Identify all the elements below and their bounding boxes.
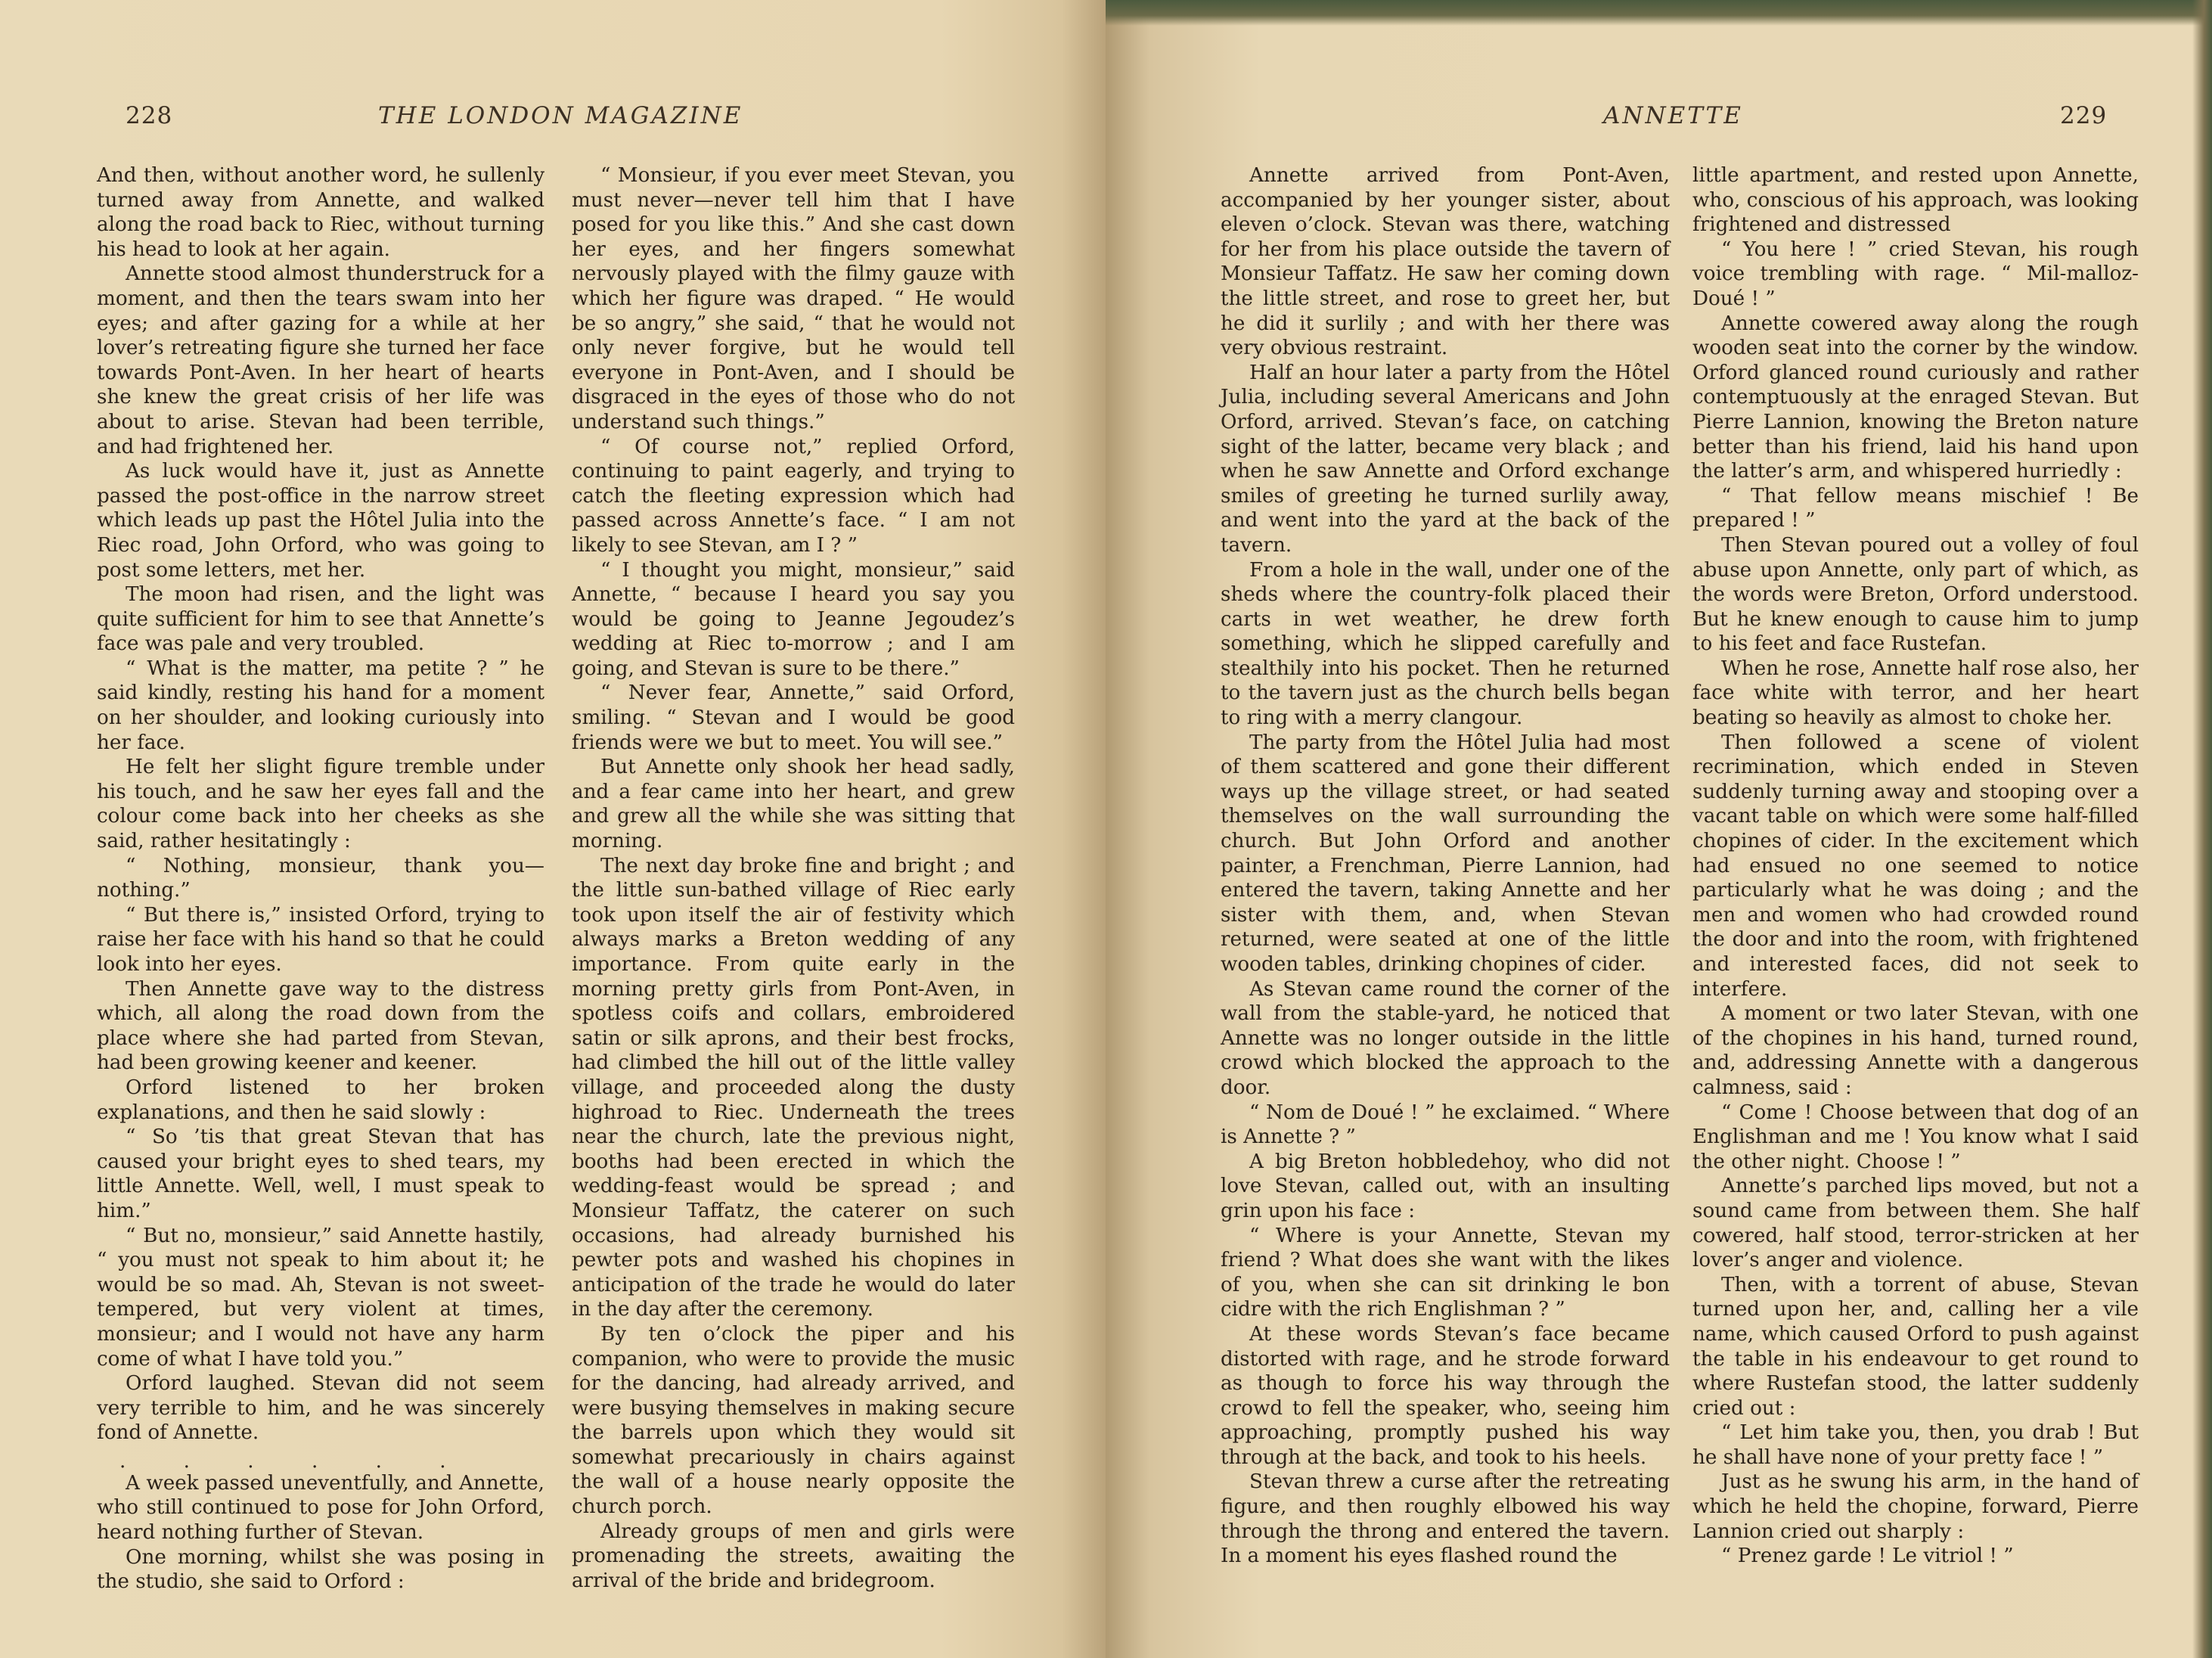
running-title-left: THE LONDON MAGAZINE (378, 102, 743, 129)
paragraph: Half an hour later a party from the Hôtel Julia, including several Americans and John Orford, arrived. Stevan’s face, on catching sight of the latter, became very black ; and when he saw Annette and Orford exchange smiles of greeting he turned surlily away, and went into the yard at the back of the tavern. (1221, 361, 1670, 557)
paragraph: At these words Stevan’s face became distorted with rage, and he strode forward as though to force his way through the crowd to fell the speaker, who, seeing him approaching, promptly pushed his way through at the back, and took to his heels. (1221, 1322, 1670, 1469)
paragraph: Then Stevan poured out a volley of foul abuse upon Annette, only part of which, as the words were Breton, Orford understood. But he knew enough to cause him to jump to his feet and face Rustefan. (1692, 533, 2139, 656)
paragraph: The party from the Hôtel Julia had most of them scattered and gone their different ways up the village street, or had seated themselves on the wall surrounding the church. But John Orford and another painter, a Frenchman, Pierre Lannion, had entered the tavern, taking Annette and her sister with them, and, when Stevan returned, were seated at one of the little wooden tables, drinking chopines of cider. (1221, 731, 1670, 976)
paragraph: The moon had risen, and the light was quite sufficient for him to see that Annette’s face was pale and very troubled. (97, 583, 544, 656)
paragraph: Then followed a scene of violent recrimination, which ended in Steven suddenly turning away and stooping over a vacant table on which were some half-filled chopines of cider. In the excitement which had ensued no one seemed to notice particularly what he was doing ; and the men and women who had crowded round the door and into the room, with frightened and interested faces, did not seek to interfere. (1692, 731, 2139, 1001)
paragraph: Annette’s parched lips moved, but not a sound came from between them. She half cowered, half stood, terror-stricken at her lover’s anger and violence. (1692, 1175, 2139, 1272)
paragraph: As luck would have it, just as Annette passed the post-office in the narrow street which leads up past the Hôtel Julia into the Riec road, John Orford, who was going to post some letters, met her. (97, 460, 544, 582)
paragraph: And then, without another word, he sullenly turned away from Annette, and walked along the road back to Riec, without turning his head to look at her again. (97, 164, 544, 261)
paragraph: “ That fellow means mischief ! Be prepared ! ” (1692, 484, 2139, 532)
paragraph: “ I thought you might, monsieur,” said Annette, “ because I heard you say you would be going to Jeanne Jegoudez’s wedding at Riec to-morrow ; and I am going, and Stevan is sure to be there.” (572, 558, 1015, 680)
paragraph: Annette stood almost thunderstruck for a moment, and then the tears swam into her eyes; and after gazing for a while at her lover’s retreating figure she turned her face towards Pont-Aven. In her heart of hearts she knew the great crisis of her life was about to arise. Stevan had been terrible, and had frightened her. (97, 262, 544, 458)
paragraph: Then Annette gave way to the distress which, all along the road down from the place where she had parted from Stevan, had been growing keener and keener. (97, 977, 544, 1075)
book-cover-edge-right (2192, 0, 2212, 1658)
paragraph: A moment or two later Stevan, with one of the chopines in his hand, turned round, and, addressing Annette with a dangerous calmness, said : (1692, 1002, 2139, 1099)
paragraph: By ten o’clock the piper and his companion, who were to provide the music for the dancing, had already arrived, and were busying themselves in making secure the barrels upon which they would sit somewhat precariously in chairs against the wall of a house nearly opposite the church porch. (572, 1322, 1015, 1519)
page-number-right: 229 (2060, 102, 2108, 129)
paragraph: When he rose, Annette half rose also, her face white with terror, and her heart beating so heavily as almost to choke her. (1692, 657, 2139, 730)
paragraph: Already groups of men and girls were promenading the streets, awaiting the arrival of the bride and bridegroom. (572, 1520, 1015, 1592)
paragraph: “ Of course not,” replied Orford, continuing to paint eagerly, and trying to catch the fleeting expression which had passed across Annette’s face. “ I am not likely to see Stevan, am I ? ” (572, 435, 1015, 557)
paragraph: “ Where is your Annette, Stevan my friend ? What does she want with the likes of you, when she can sit drinking le bon cidre with the rich Englishman ? ” (1221, 1224, 1670, 1321)
paragraph: “ Never fear, Annette,” said Orford, smiling. “ Stevan and I would be good friends were we but to meet. You will see.” (572, 682, 1015, 754)
paragraph: But Annette only shook her head sadly, and a fear came into her heart, and grew and grew all the while she was sitting that morning. (572, 756, 1015, 853)
paragraph: “ Prenez garde ! Le vitriol ! ” (1721, 1545, 2014, 1568)
page-number-left: 228 (126, 102, 173, 129)
paragraph: A week passed uneventfully, and Annette, who still continued to pose for John Orford, heard nothing further of Stevan. (97, 1471, 544, 1545)
paragraph: Orford laughed. Stevan did not seem very terrible to him, and he was sincerely fond of Annette. (97, 1372, 544, 1445)
text-column-right-1 (1221, 163, 1670, 1569)
paragraph: The next day broke fine and bright ; and the little sun-bathed village of Riec early took upon itself the air of festivity which always marks a Breton wedding of any importance. From quite early in the morning pretty girls from Pont-Aven, in spotless coifs and collars, embroidered satin or silk aprons, and their best frocks, had climbed the hill out of the little valley village, and proceeded along the dusty highroad to Riec. Underneath the trees near the church, late the previous night, booths had been erected in which the wedding-feast would be spread ; and Monsieur Taffatz, the caterer on such occasions, had already burnished his pewter pots and washed his chopines in anticipation of the trade he would do later in the day after the ceremony. (572, 854, 1015, 1321)
text-column-right-2 (1692, 163, 2139, 1569)
paragraph: As Stevan came round the corner of the wall from the stable-yard, he noticed that Annette was no longer outside in the little crowd which blocked the approach to the door. (1221, 977, 1670, 1099)
paragraph: One morning, whilst she was posing in the studio, she said to Orford : (97, 1545, 544, 1594)
paragraph: From a hole in the wall, under one of the sheds where the country-folk placed their carts in wet weather, he drew forth something, which he slipped carefully and stealthily into his pocket. Then he returned to the tavern just as the church bells began to ring with a merry clangour. (1221, 558, 1670, 730)
paragraph: Just as he swung his arm, in the hand of which he held the chopine, forward, Pierre Lannion cried out sharply : (1692, 1470, 2139, 1543)
running-title-right: ANNETTE (1603, 102, 1743, 129)
paragraph: Stevan threw a curse after the retreating figure, and then roughly elbowed his way through the throng and entered the tavern. In a moment his eyes flashed round the (1221, 1470, 1670, 1568)
paragraph: “ Monsieur, if you ever meet Stevan, you must never—never tell him that I have posed for you like this.” And she cast down her eyes, and her fingers somewhat nervously played with the filmy gauze with which her figure was draped. “ He would be so angry,” she said, “ that he would not only never forgive, but he would tell everyone in Pont-Aven, and I should be disgraced in the eyes of those who do not understand such things.” (572, 164, 1015, 433)
right-page (1106, 0, 2212, 1658)
text-column-left-2 (572, 163, 1015, 1593)
paragraph: Annette cowered away along the rough wooden seat into the corner by the window. Orford glanced round curiously and rather contemptuously at the enraged Stevan. But Pierre Lannion, knowing the Breton nature better than his friend, laid his hand upon the latter’s arm, and whispered hurriedly : (1692, 312, 2139, 483)
section-break: . . . . . . (119, 1449, 472, 1473)
book-cover-edge-top (1106, 0, 2212, 26)
paragraph: “ But no, monsieur,” said Annette hastily, “ you must not speak to him about it; he would be so mad. Ah, Stevan is not sweet-tempered, but very violent at times, monsieur; and I would not have any harm come of what I have told you.” (97, 1224, 544, 1371)
paragraph: “ Nothing, monsieur, thank you—nothing.” (97, 854, 544, 902)
paragraph: “ You here ! ” cried Stevan, his rough voice trembling with rage. “ Mil-malloz-Doué ! ” (1692, 238, 2139, 310)
paragraph: A big Breton hobbledehoy, who did not love Stevan, called out, with an insulting grin upon his face : (1221, 1150, 1670, 1222)
paragraph: “ Let him take you, then, you drab ! But he shall have none of your pretty face ! ” (1692, 1421, 2139, 1469)
paragraph: “ Nom de Doué ! ” he exclaimed. “ Where is Annette ? ” (1221, 1101, 1670, 1149)
paragraph: little apartment, and rested upon Annette, who, conscious of his approach, was looking frightened and distressed (1692, 164, 2139, 237)
paragraph: “ Come ! Choose between that dog of an Englishman and me ! You know what I said the other night. Choose ! ” (1692, 1101, 2139, 1173)
paragraph: “ But there is,” insisted Orford, trying to raise her face with his hand so that he could look into her eyes. (97, 903, 544, 976)
text-column-left-1 (97, 163, 544, 1594)
paragraph: Annette arrived from Pont-Aven, accompanied by her younger sister, about eleven o’clock. Stevan was there, watching for her from his place outside the tavern of Monsieur Taffatz. He saw her coming down the little street, and rose to greet her, but he did it surlily ; and with her there was very obvious restraint. (1221, 164, 1670, 360)
paragraph: “ So ’tis that great Stevan that has caused your bright eyes to shed tears, my little Annette. Well, well, I must speak to him.” (97, 1126, 544, 1222)
paragraph: Then, with a torrent of abuse, Stevan turned upon her, and, calling her a vile name, which caused Orford to push against the table in his endeavour to get round to where Rustefan stood, the latter suddenly cried out : (1692, 1273, 2139, 1420)
paragraph: “ What is the matter, ma petite ? ” he said kindly, resting his hand for a moment on her shoulder, and looking curiously into her face. (97, 657, 544, 754)
paragraph: Orford listened to her broken explanations, and then he said slowly : (97, 1076, 544, 1124)
paragraph: He felt her slight figure tremble under his touch, and he saw her eyes fall and the colour come back into her cheeks as she said, rather hesitatingly : (97, 756, 544, 853)
